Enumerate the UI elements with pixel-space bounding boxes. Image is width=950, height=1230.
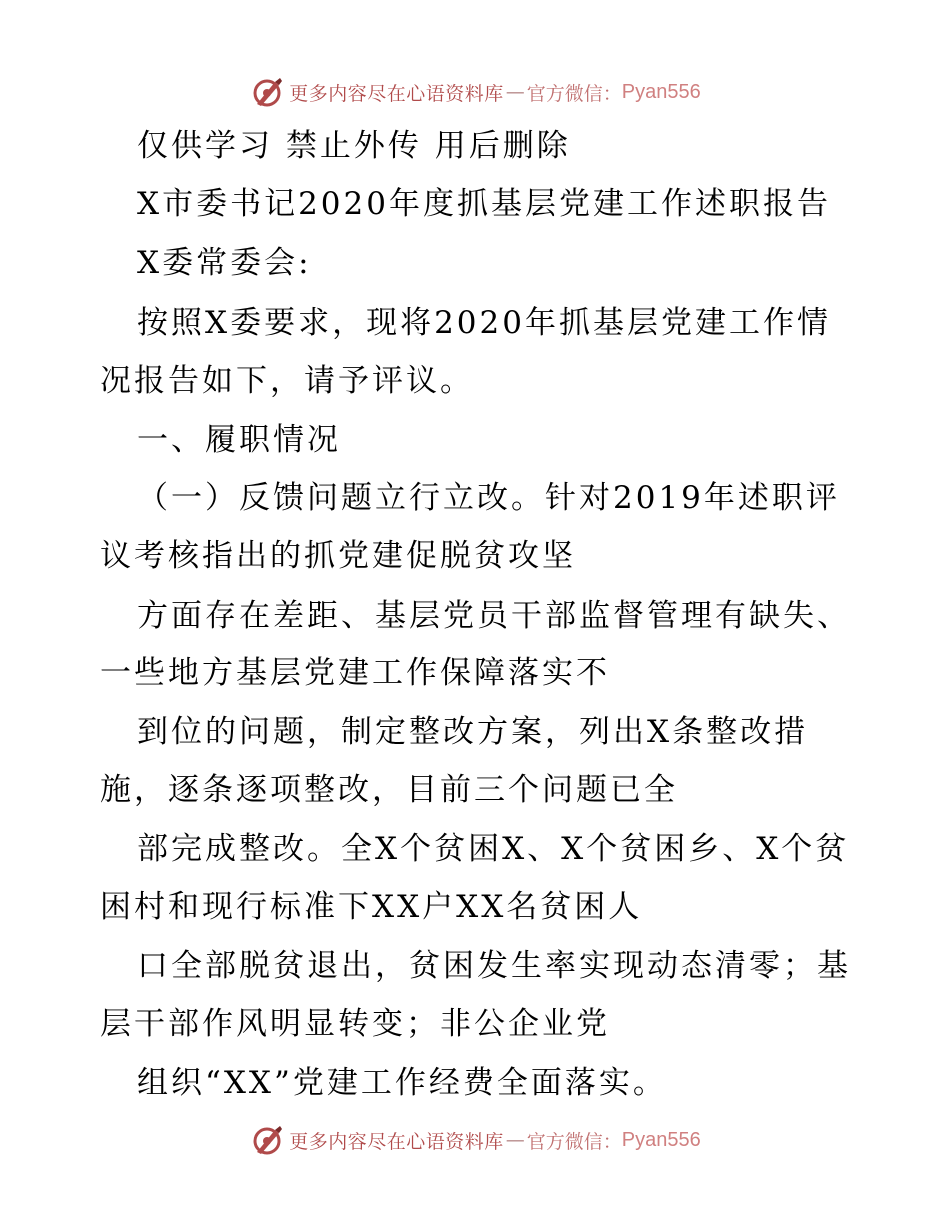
paragraph-line: 到位的问题，制定整改方案，列出X条整改措 [137,714,809,750]
watermark-wechat-id: Pyan556 [621,80,701,103]
watermark-wechat-label: 官方微信： [526,82,622,105]
paragraph-line: 层干部作风明显转变；非公企业党 [100,1006,610,1042]
pen-logo-icon [249,74,285,110]
watermark-separator: — [505,81,525,103]
paragraph-line: 议考核指出的抓党建促脱贫攻坚 [100,538,576,574]
watermark-header [0,72,950,112]
watermark-text: 更多内容尽在心语资料库 [289,82,504,105]
paragraph-line: 方面存在差距、基层党员干部监督管理有缺失、 [137,598,851,634]
notice-line: 仅供学习 禁止外传 用后删除 [137,128,571,164]
paragraph-line: 施，逐条逐项整改，目前三个问题已全 [100,772,678,808]
document-title: X市委书记2020年度抓基层党建工作述职报告 [137,186,831,222]
paragraph-line: 口全部脱贫退出，贫困发生率实现动态清零；基 [137,948,851,984]
watermark-separator: — [505,1129,525,1151]
watermark-wechat-id: Pyan556 [621,1128,701,1151]
paragraph-line: 组织“XX”党建工作经费全面落实。 [137,1065,667,1101]
paragraph-line: 况报告如下，请予评议。 [100,363,474,399]
paragraph-line: （一）反馈问题立行立改。针对2019年述职评 [137,480,840,516]
section-heading: 一、履职情况 [137,422,341,458]
watermark-text: 更多内容尽在心语资料库 [289,1130,504,1153]
pen-logo-icon [249,1122,285,1158]
watermark-wechat-label: 官方微信： [526,1130,622,1153]
paragraph-line: 部完成整改。全X个贫困X、X个贫困乡、X个贫 [137,831,850,867]
paragraph-line: 一些地方基层党建工作保障落实不 [100,655,610,691]
salutation: X委常委会: [137,245,312,281]
paragraph-line: 困村和现行标准下XX户XX名贫困人 [100,889,643,925]
paragraph-line: 按照X委要求，现将2020年抓基层党建工作情 [137,305,831,341]
watermark-footer [0,1120,950,1160]
